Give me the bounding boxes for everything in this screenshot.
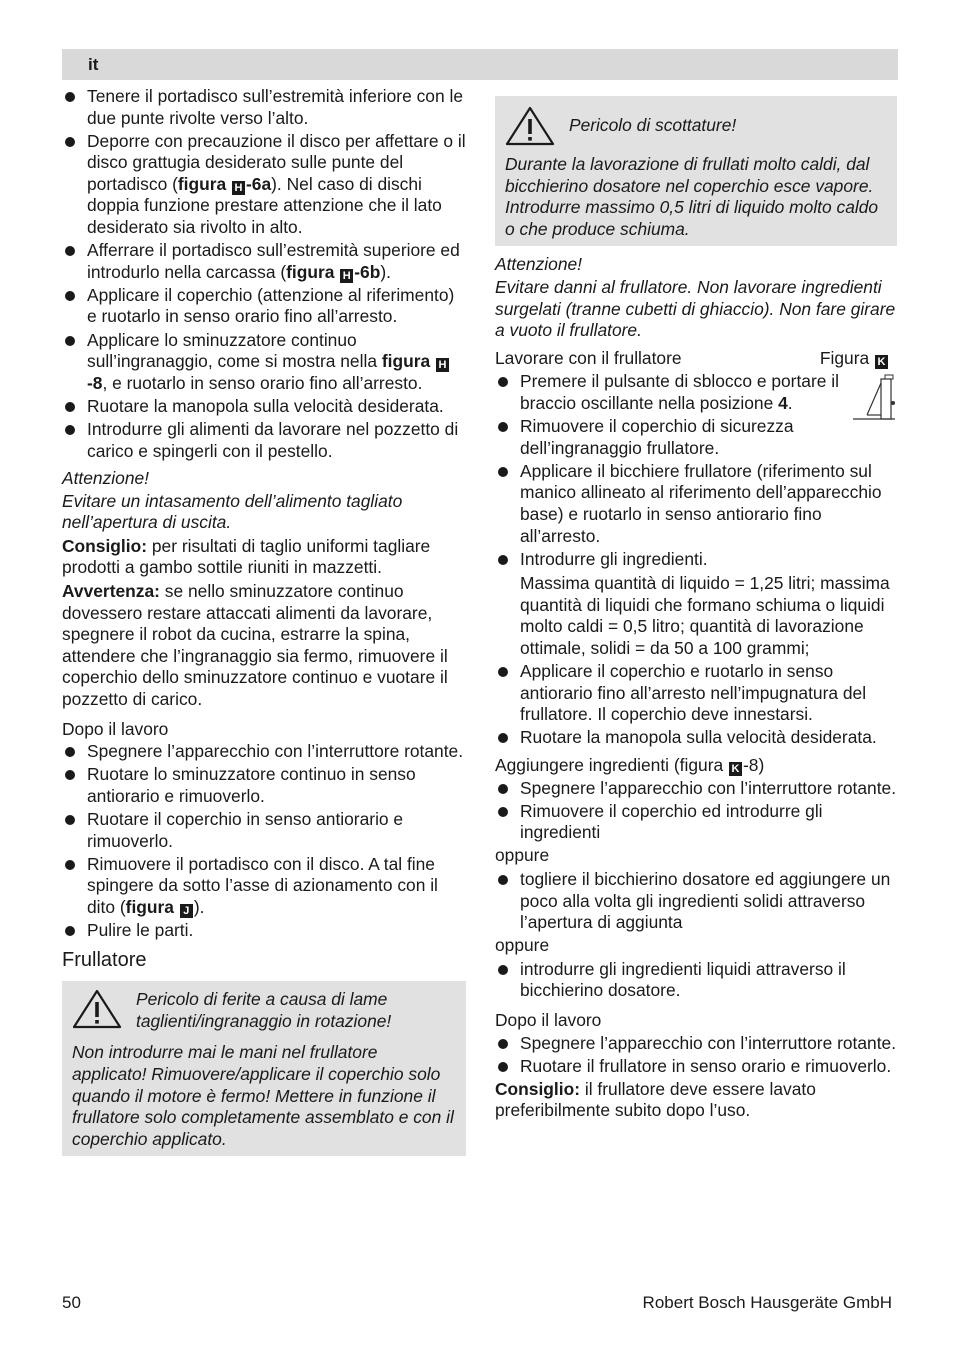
list-item: Spegnere l’apparecchio con l’interruttore rotante. — [495, 1033, 897, 1055]
list-item: Applicare lo sminuzzatore continuo sull’ingranaggio, come si mostra nella figura H-8, e ruotarlo in senso orario fino all’arresto. — [62, 330, 466, 395]
figure-h-icon: H — [232, 181, 245, 195]
warning-box-blades — [62, 981, 466, 1156]
page-number: 50 — [62, 1293, 81, 1312]
after-work-heading: Dopo il lavoro — [62, 718, 169, 739]
tip-paragraph — [62, 536, 466, 579]
list-item: togliere il bicchierino dosatore ed aggiungere un poco alla volta gli ingredienti solidi attraverso l’apertura di aggiunta — [495, 869, 897, 934]
warning-title: Pericolo di scottature! — [569, 115, 737, 136]
quantity-note: Massima quantità di liquido = 1,25 litri; massima quantità di liquidi che formano schiuma o liquidi molto caldi = 0,5 litro; quantità di lavorazione ottimale, solidi = da 50 a 100 grammi; — [520, 573, 890, 658]
list-item: Rimuovere il coperchio di sicurezza dell’ingranaggio frullatore. — [495, 416, 897, 459]
attention-text: Evitare danni al frullatore. Non lavorare ingredienti surgelati (tranne cubetti di ghiaccio). Non fare girare a vuoto il frullatore. — [495, 276, 896, 341]
figure-j-icon: J — [180, 904, 193, 918]
figure-h-icon: H — [340, 269, 353, 283]
attention-heading: Attenzione! — [62, 468, 150, 489]
figure-h-icon: H — [436, 358, 449, 372]
work-figure-ref: Figura K — [820, 348, 889, 370]
language-code: it — [88, 55, 99, 74]
list-item: Applicare il coperchio e ruotarlo in senso antiorario fino all’arresto nell’impugnatura del frullatore. Il coperchio deve innestarsi. — [495, 661, 897, 726]
figure-k-icon: K — [875, 355, 888, 369]
work-heading: Lavorare con il frullatore — [495, 347, 682, 368]
list-item: Afferrare il portadisco sull’estremità superiore ed introdurlo nella carcassa (figura H -6b). — [62, 240, 466, 283]
list-item: Applicare il coperchio (attenzione al riferimento) e ruotarlo in senso orario fino all’arresto. — [62, 285, 466, 328]
tip-label: Consiglio: — [62, 535, 148, 556]
work-section — [495, 371, 897, 749]
add-ingredients-list-alt — [495, 869, 897, 934]
tip-paragraph — [495, 1079, 897, 1122]
after-work-heading: Dopo il lavoro — [495, 1009, 602, 1030]
list-item: Deporre con precauzione il disco per affettare o il disco grattugia desiderato sulle punte del portadisco (figura H -6a). Nel caso di dischi doppia funzione prestare attenzione che il lato desiderato sia rivolto in alto. — [62, 131, 466, 239]
add-ingredients-list — [495, 778, 897, 844]
note-text: se nello sminuzzatore continuo dovessero restare attaccati alimenti da lavorare, spegnere il robot da cucina, estrarre la spina, attendere che l’ingranaggio sia fermo, rimuovere il coperchio dello sminuzzatore continuo e vuotare il pozzetto di carico. — [62, 581, 448, 710]
section-title-frullatore: Frullatore — [62, 948, 147, 971]
warning-box-burns — [495, 96, 897, 246]
or-text: oppure — [495, 845, 550, 866]
list-item: Rimuovere il portadisco con il disco. A tal fine spingere da sotto l’asse di azionamento con il dito (figura J ). — [62, 854, 466, 919]
attention-text: Evitare un intasamento dell’alimento tagliato nell’apertura di uscita. — [62, 490, 403, 533]
list-item: Spegnere l’apparecchio con l’interruttore rotante. — [62, 741, 466, 763]
left-column — [62, 86, 466, 1164]
warning-triangle-icon — [72, 989, 122, 1029]
tip-text: il frullatore deve essere lavato preferibilmente subito dopo l’uso. — [495, 1078, 816, 1121]
list-item: Rimuovere il coperchio ed introdurre gli ingredienti — [495, 801, 897, 844]
list-item: Tenere il portadisco sull’estremità inferiore con le due punte rivolte verso l’alto. — [62, 86, 466, 129]
after-work-list — [495, 1033, 897, 1078]
warning-text: Durante la lavorazione di frullati molto caldi, dal bicchierino dosatore nel coperchio esce vapore. Introdurre massimo 0,5 litri di liquido molto caldo o che produce schiuma. — [505, 154, 879, 239]
list-item: Ruotare la manopola sulla velocità desiderata. — [62, 396, 466, 418]
warning-text: Non introdurre mai le mani nel frullatore applicato! Rimuovere/applicare il coperchio solo quando il motore è fermo! Mettere in funzione il frullatore solo completamente assemblato e con il coperchio applicato. — [72, 1042, 454, 1149]
list-item: Ruotare lo sminuzzatore continuo in senso antiorario e rimuoverlo. — [62, 764, 466, 807]
figure-k-icon: K — [729, 762, 742, 776]
add-ingredients-heading: Aggiungere ingredienti (figura K -8) — [495, 754, 765, 775]
list-item: Premere il pulsante di sblocco e portare il braccio oscillante nella posizione 4. — [495, 371, 897, 414]
list-item: introdurre gli ingredienti liquidi attraverso il bicchierino dosatore. — [495, 959, 897, 1002]
work-heading-row — [495, 348, 897, 370]
warning-triangle-icon — [505, 106, 555, 146]
or-text: oppure — [495, 935, 550, 956]
tip-text: per risultati di taglio uniformi tagliare prodotti a gambo sottile riuniti in mazzetti. — [62, 535, 431, 578]
company-name: Robert Bosch Hausgeräte GmbH — [642, 1293, 892, 1312]
list-item: Spegnere l’apparecchio con l’interruttore rotante. — [495, 778, 897, 800]
note-label: Avvertenza: — [62, 581, 160, 602]
add-ingredients-list-alt2 — [495, 959, 897, 1002]
attention-heading: Attenzione! — [495, 254, 583, 275]
list-item: Introdurre gli alimenti da lavorare nel pozzetto di carico e spingerli con il pestello. — [62, 419, 466, 462]
work-steps-list — [495, 371, 897, 749]
language-header-bar — [62, 49, 898, 80]
assembly-steps-list — [62, 86, 466, 462]
right-column — [495, 96, 897, 1124]
after-work-list — [62, 741, 466, 941]
list-item: Pulire le parti. — [62, 920, 466, 942]
warning-title: Pericolo di ferite a causa di lame taglienti/ingranaggio in rotazione! — [136, 989, 392, 1031]
list-item: Ruotare il frullatore in senso orario e rimuoverlo. — [495, 1056, 897, 1078]
list-item: Applicare il bicchiere frullatore (riferimento sul manico allineato al riferimento dell’apparecchio base) e ruotarlo in senso antiorario fino all’arresto. — [495, 461, 897, 547]
list-item: Introdurre gli ingredienti. Massima quantità di liquido = 1,25 litri; massima quantità di liquidi che formano schiuma o liquidi molto caldi = 0,5 litro; quantità di lavorazione ottimale, solidi = da 50 a 100 grammi; — [495, 549, 897, 660]
list-item: Ruotare il coperchio in senso antiorario e rimuoverlo. — [62, 809, 466, 852]
tip-label: Consiglio: — [495, 1078, 581, 1099]
note-paragraph — [62, 581, 466, 711]
list-item: Ruotare la manopola sulla velocità desiderata. — [495, 727, 897, 749]
